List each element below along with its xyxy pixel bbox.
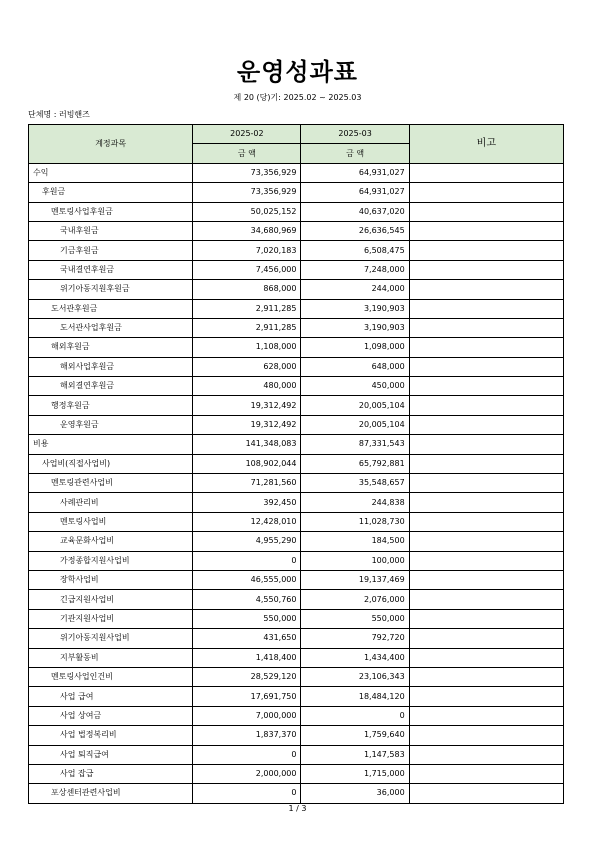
account-name: 멘토링사업인건비 — [29, 667, 193, 686]
amount-period-1: 12,428,010 — [193, 512, 301, 531]
table-row — [29, 784, 564, 803]
amount-period-2: 184,500 — [301, 532, 409, 551]
amount-period-2: 64,931,027 — [301, 163, 409, 182]
account-name: 멘토링관련사업비 — [29, 474, 193, 493]
amount-period-2: 6,508,475 — [301, 241, 409, 260]
account-name: 국내후원금 — [29, 221, 193, 240]
note-cell — [409, 183, 563, 202]
table-row — [29, 280, 564, 299]
amount-period-2: 1,715,000 — [301, 764, 409, 783]
amount-period-1: 141,348,083 — [193, 435, 301, 454]
account-name: 사업비(직접사업비) — [29, 454, 193, 473]
table-body — [29, 163, 564, 803]
table-row — [29, 202, 564, 221]
account-name: 행정후원금 — [29, 396, 193, 415]
note-cell — [409, 551, 563, 570]
account-name: 사업 급여 — [29, 687, 193, 706]
table-row — [29, 260, 564, 279]
note-cell — [409, 221, 563, 240]
amount-period-1: 4,955,290 — [193, 532, 301, 551]
account-name: 사례관리비 — [29, 493, 193, 512]
table-row — [29, 415, 564, 434]
table-row — [29, 629, 564, 648]
table-row — [29, 338, 564, 357]
amount-period-2: 18,484,120 — [301, 687, 409, 706]
account-name: 국내결연후원금 — [29, 260, 193, 279]
amount-period-2: 35,548,657 — [301, 474, 409, 493]
table-row — [29, 551, 564, 570]
table-row — [29, 396, 564, 415]
amount-period-1: 7,020,183 — [193, 241, 301, 260]
account-name: 위기아동지원사업비 — [29, 629, 193, 648]
amount-period-1: 2,911,285 — [193, 318, 301, 337]
organization-name: 단체명 : 러빙핸즈 — [28, 110, 90, 119]
account-name: 위기아동지원후원금 — [29, 280, 193, 299]
account-name: 사업 상여금 — [29, 706, 193, 725]
amount-period-1: 46,555,000 — [193, 570, 301, 589]
amount-period-1: 19,312,492 — [193, 396, 301, 415]
account-name: 비용 — [29, 435, 193, 454]
account-name: 운영후원금 — [29, 415, 193, 434]
header-period-1: 2025-02 — [193, 125, 301, 144]
amount-period-2: 7,248,000 — [301, 260, 409, 279]
account-name: 멘토링사업후원금 — [29, 202, 193, 221]
note-cell — [409, 338, 563, 357]
note-cell — [409, 648, 563, 667]
amount-period-2: 2,076,000 — [301, 590, 409, 609]
table-row — [29, 726, 564, 745]
account-name: 지부활동비 — [29, 648, 193, 667]
note-cell — [409, 241, 563, 260]
table-row — [29, 512, 564, 531]
table-row — [29, 590, 564, 609]
amount-period-2: 550,000 — [301, 609, 409, 628]
note-cell — [409, 454, 563, 473]
amount-period-1: 7,000,000 — [193, 706, 301, 725]
note-cell — [409, 764, 563, 783]
table-row — [29, 706, 564, 725]
amount-period-2: 244,000 — [301, 280, 409, 299]
note-cell — [409, 512, 563, 531]
account-name: 기금후원금 — [29, 241, 193, 260]
note-cell — [409, 687, 563, 706]
table-header — [29, 125, 564, 164]
table-row — [29, 454, 564, 473]
table-row — [29, 474, 564, 493]
note-cell — [409, 570, 563, 589]
amount-period-2: 19,137,469 — [301, 570, 409, 589]
amount-period-1: 0 — [193, 551, 301, 570]
account-name: 도서관후원금 — [29, 299, 193, 318]
account-name: 해외사업후원금 — [29, 357, 193, 376]
note-cell — [409, 318, 563, 337]
amount-period-2: 87,331,543 — [301, 435, 409, 454]
table-row — [29, 299, 564, 318]
amount-period-2: 1,759,640 — [301, 726, 409, 745]
amount-period-1: 431,650 — [193, 629, 301, 648]
note-cell — [409, 745, 563, 764]
note-cell — [409, 377, 563, 396]
amount-period-1: 480,000 — [193, 377, 301, 396]
amount-period-2: 0 — [301, 706, 409, 725]
amount-period-1: 73,356,929 — [193, 163, 301, 182]
account-name: 수익 — [29, 163, 193, 182]
note-cell — [409, 629, 563, 648]
table-row — [29, 163, 564, 182]
table-row — [29, 183, 564, 202]
table-row — [29, 648, 564, 667]
page-number: 1 / 3 — [288, 804, 307, 813]
note-cell — [409, 415, 563, 434]
amount-period-2: 3,190,903 — [301, 318, 409, 337]
note-cell — [409, 474, 563, 493]
amount-period-2: 20,005,104 — [301, 415, 409, 434]
table-row — [29, 221, 564, 240]
amount-period-1: 392,450 — [193, 493, 301, 512]
header-period-2: 2025-03 — [301, 125, 409, 144]
amount-period-1: 628,000 — [193, 357, 301, 376]
account-name: 교육문화사업비 — [29, 532, 193, 551]
amount-period-1: 34,680,969 — [193, 221, 301, 240]
note-cell — [409, 667, 563, 686]
amount-period-2: 3,190,903 — [301, 299, 409, 318]
account-name: 후원금 — [29, 183, 193, 202]
amount-period-1: 71,281,560 — [193, 474, 301, 493]
header-amount-1: 금 액 — [193, 144, 301, 163]
page-title: 운영성과표 — [237, 58, 358, 86]
note-cell — [409, 590, 563, 609]
header-account: 계정과목 — [29, 125, 193, 164]
amount-period-1: 73,356,929 — [193, 183, 301, 202]
table-row — [29, 609, 564, 628]
table-row — [29, 745, 564, 764]
amount-period-1: 1,837,370 — [193, 726, 301, 745]
table-row — [29, 357, 564, 376]
amount-period-2: 65,792,881 — [301, 454, 409, 473]
table-row — [29, 377, 564, 396]
table-row — [29, 687, 564, 706]
income-statement-table — [28, 124, 564, 804]
note-cell — [409, 726, 563, 745]
account-name: 도서관사업후원금 — [29, 318, 193, 337]
note-cell — [409, 357, 563, 376]
amount-period-2: 36,000 — [301, 784, 409, 803]
amount-period-1: 19,312,492 — [193, 415, 301, 434]
account-name: 해외결연후원금 — [29, 377, 193, 396]
account-name: 기관지원사업비 — [29, 609, 193, 628]
table-row — [29, 570, 564, 589]
account-name: 멘토링사업비 — [29, 512, 193, 531]
note-cell — [409, 532, 563, 551]
amount-period-1: 868,000 — [193, 280, 301, 299]
amount-period-2: 40,637,020 — [301, 202, 409, 221]
amount-period-2: 11,028,730 — [301, 512, 409, 531]
note-cell — [409, 493, 563, 512]
table-row — [29, 532, 564, 551]
note-cell — [409, 280, 563, 299]
amount-period-1: 2,911,285 — [193, 299, 301, 318]
account-name: 사업 잡급 — [29, 764, 193, 783]
amount-period-1: 17,691,750 — [193, 687, 301, 706]
note-cell — [409, 396, 563, 415]
amount-period-1: 4,550,760 — [193, 590, 301, 609]
amount-period-2: 648,000 — [301, 357, 409, 376]
note-cell — [409, 609, 563, 628]
amount-period-1: 0 — [193, 745, 301, 764]
account-name: 가정종합지원사업비 — [29, 551, 193, 570]
amount-period-2: 23,106,343 — [301, 667, 409, 686]
note-cell — [409, 163, 563, 182]
account-name: 사업 퇴직급여 — [29, 745, 193, 764]
fiscal-period: 제 20 (당)기: 2025.02 ~ 2025.03 — [233, 93, 362, 102]
table-row — [29, 764, 564, 783]
account-name: 긴급지원사업비 — [29, 590, 193, 609]
table-row — [29, 318, 564, 337]
note-cell — [409, 784, 563, 803]
table-row — [29, 241, 564, 260]
note-cell — [409, 299, 563, 318]
amount-period-1: 1,108,000 — [193, 338, 301, 357]
header-note: 비고 — [409, 125, 563, 164]
account-name: 사업 법정복리비 — [29, 726, 193, 745]
note-cell — [409, 260, 563, 279]
amount-period-2: 450,000 — [301, 377, 409, 396]
amount-period-2: 26,636,545 — [301, 221, 409, 240]
amount-period-1: 2,000,000 — [193, 764, 301, 783]
amount-period-1: 0 — [193, 784, 301, 803]
account-name: 해외후원금 — [29, 338, 193, 357]
amount-period-2: 244,838 — [301, 493, 409, 512]
amount-period-1: 1,418,400 — [193, 648, 301, 667]
amount-period-2: 64,931,027 — [301, 183, 409, 202]
amount-period-2: 1,434,400 — [301, 648, 409, 667]
account-name: 포상센터관련사업비 — [29, 784, 193, 803]
amount-period-2: 1,098,000 — [301, 338, 409, 357]
amount-period-1: 108,902,044 — [193, 454, 301, 473]
header-amount-2: 금 액 — [301, 144, 409, 163]
account-name: 장학사업비 — [29, 570, 193, 589]
amount-period-1: 28,529,120 — [193, 667, 301, 686]
table-row — [29, 493, 564, 512]
amount-period-1: 7,456,000 — [193, 260, 301, 279]
amount-period-1: 550,000 — [193, 609, 301, 628]
table-row — [29, 435, 564, 454]
amount-period-1: 50,025,152 — [193, 202, 301, 221]
note-cell — [409, 706, 563, 725]
amount-period-2: 20,005,104 — [301, 396, 409, 415]
amount-period-2: 100,000 — [301, 551, 409, 570]
amount-period-2: 1,147,583 — [301, 745, 409, 764]
table-row — [29, 667, 564, 686]
amount-period-2: 792,720 — [301, 629, 409, 648]
note-cell — [409, 435, 563, 454]
note-cell — [409, 202, 563, 221]
